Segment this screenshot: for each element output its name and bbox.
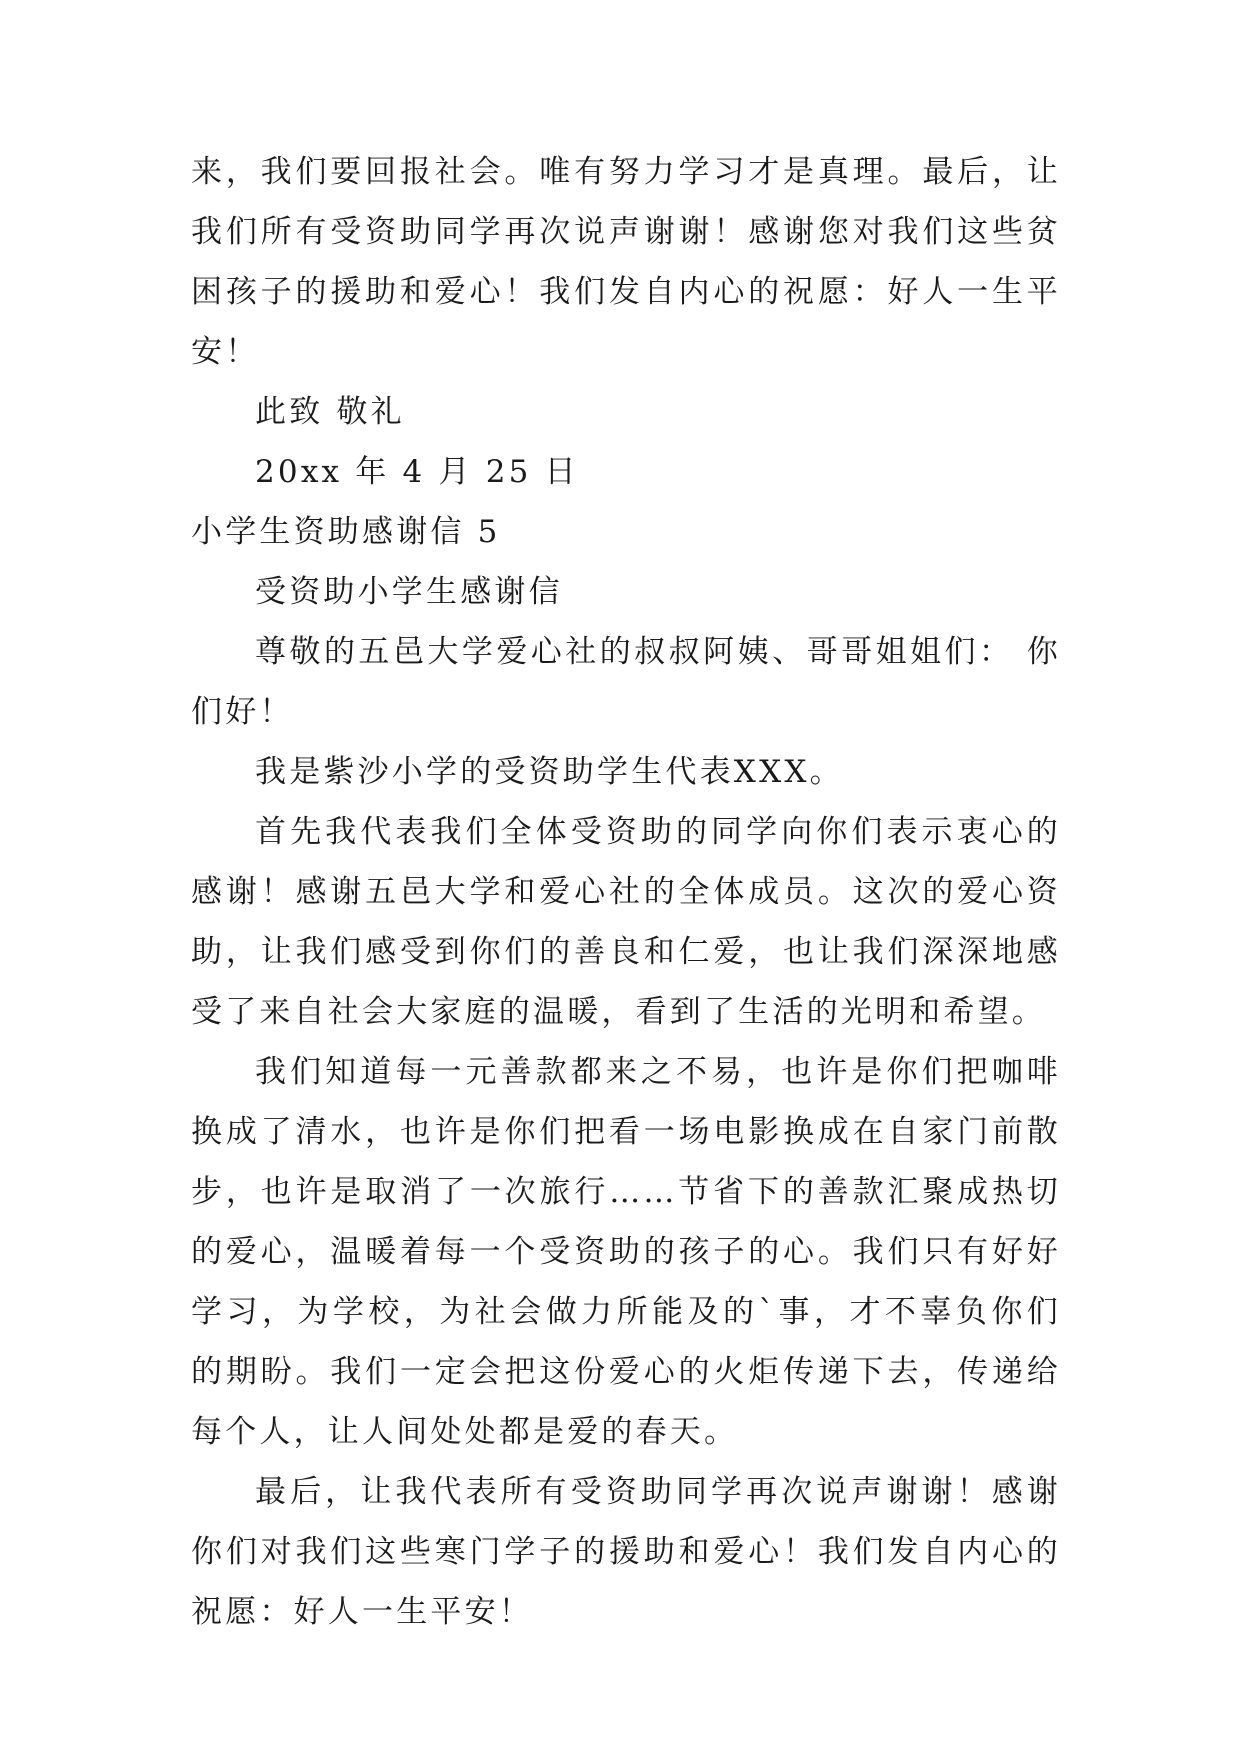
paragraph-greeting: 尊敬的五邑大学爱心社的叔叔阿姨、哥哥姐姐们： 你们好！ bbox=[191, 634, 1061, 730]
paragraph-donations: 我们知道每一元善款都来之不易，也许是你们把咖啡换成了清水，也许是你们把看一场电影换成在自家门前散步，也许是取消了一次旅行……节省下的善款汇聚成热切的爱心，温暖着每一个受资助的孩子的心。我们只有好好学习，为学校，为社会做力所能及的`事，才不辜负你们的期盼。我们一定会把这份爱心的火炬传递下去，传递给每个人，让人间处处都是爱的春天。 bbox=[191, 1054, 1061, 1450]
document-body bbox=[191, 142, 1061, 1642]
letter-title: 受资助小学生感谢信 bbox=[255, 574, 563, 610]
paragraph-salutation: 此致 敬礼 bbox=[255, 394, 405, 430]
paragraph-introduction: 我是紫沙小学的受资助学生代表XXX。 bbox=[255, 754, 844, 790]
paragraph-thanks: 首先我代表我们全体受资助的同学向你们表示衷心的感谢！感谢五邑大学和爱心社的全体成员。这次的爱心资助，让我们感受到你们的善良和仁爱，也让我们深深地感受了来自社会大家庭的温暖，看到了生活的光明和希望。 bbox=[191, 814, 1061, 1030]
paragraph-final-thanks: 最后，让我代表所有受资助同学再次说声谢谢！感谢你们对我们这些寒门学子的援助和爱心！我们发自内心的祝愿：好人一生平安！ bbox=[191, 1474, 1061, 1630]
paragraph-date: 20xx 年 4 月 25 日 bbox=[255, 454, 579, 490]
paragraph-closing-continuation: 来，我们要回报社会。唯有努力学习才是真理。最后，让我们所有受资助同学再次说声谢谢！感谢您对我们这些贫困孩子的援助和爱心！我们发自内心的祝愿：好人一生平安！ bbox=[191, 154, 1061, 370]
section-heading: 小学生资助感谢信 5 bbox=[191, 514, 501, 550]
